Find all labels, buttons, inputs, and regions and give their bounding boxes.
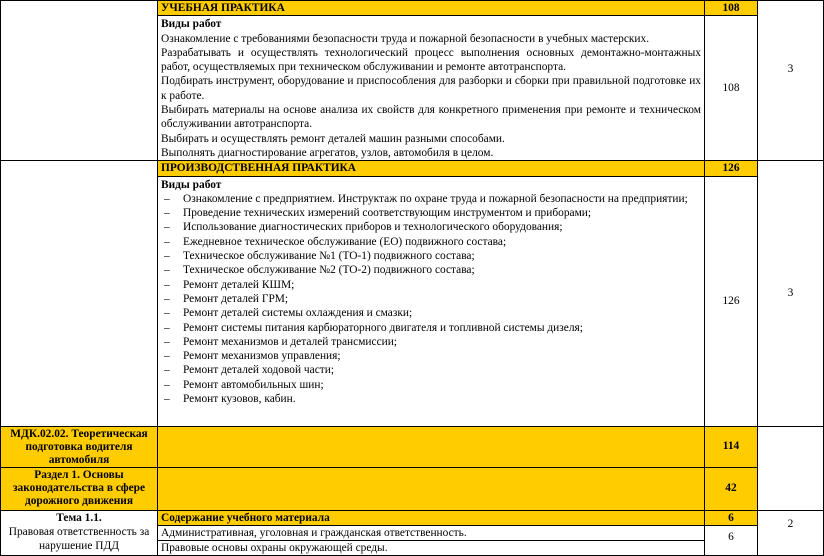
tema-subtitle: Правовая ответственность за нарушение ПДД (8, 525, 150, 553)
mdk-row (1, 426, 824, 467)
proizv-content (158, 176, 705, 426)
tema-header-row (1, 510, 824, 525)
mdk-empty-cell (158, 426, 705, 467)
uchebnaya-paragraph: Ознакомление с требованиями безопасности труда и пожарной безопасности в учебных мастерских. (161, 32, 650, 45)
tema-content-header: Содержание учебного материала (158, 510, 705, 525)
proizv-level: 3 (758, 161, 824, 426)
razdel-row (1, 467, 824, 510)
proizv-header-row (1, 161, 824, 176)
razdel-empty-cell (158, 467, 705, 510)
proizv-list-item: – Использование диагностических приборов и технологического оборудования; (161, 220, 701, 234)
tema-content-hours: 6 (705, 510, 758, 525)
proizv-list-item: – Ознакомление с предприятием. Инструктаж по охране труда и пожарной безопасности на предприятии; (161, 192, 701, 206)
uchebnaya-paragraph: Выбирать материалы на основе анализа их свойств для конкретного применения при ремонте и техническом обслуживании автотранспорта. (161, 104, 701, 131)
proizv-list-item: – Ремонт деталей ГРМ; (161, 292, 701, 306)
proizv-list-item: – Ремонт механизмов и деталей трансмиссии; (161, 335, 701, 349)
proizv-list-item: – Ремонт деталей ходовой части; (161, 363, 701, 377)
uchebnaya-hours: 108 (705, 16, 758, 161)
tema-item: Административная, уголовная и гражданская ответственность. (158, 525, 705, 540)
proizv-title: ПРОИЗВОДСТВЕННАЯ ПРАКТИКА (158, 161, 705, 176)
proizv-list-item: – Ремонт системы питания карбюраторного двигателя и топливной системы дизеля; (161, 321, 701, 335)
uchebnaya-header-row (1, 1, 824, 16)
uchebnaya-paragraph: Подбирать инструмент, оборудование и приспособления для разборки и сборки при правильной подготовке их к работе. (161, 75, 701, 102)
proizv-list-item: – Ремонт деталей системы охлаждения и смазки; (161, 306, 701, 320)
empty-level-cell (758, 426, 824, 510)
uchebnaya-paragraph: Выбирать и осуществлять ремонт деталей машин разными способами. (161, 132, 505, 145)
tema-item: Правовые основы охраны окружающей среды. (158, 541, 705, 556)
uchebnaya-paragraph: Разрабатывать и осуществлять технологический процесс выполнения основных демонтажно-монтажных работ, осуществляемых при техническом обслуживании и ремонте автотранспорта. (161, 46, 701, 74)
razdel-title: Раздел 1. Основы законодательства в сфере дорожного движения (1, 467, 158, 510)
proizv-list-item: – Техническое обслуживание №1 (ТО-1) подвижного состава; (161, 249, 701, 263)
proizv-header-hours: 126 (705, 161, 758, 176)
tema-cell (1, 510, 158, 556)
tema-title: Тема 1.1. (56, 511, 102, 524)
mdk-hours: 114 (705, 426, 758, 467)
proizv-hours: 126 (705, 176, 758, 426)
proizv-list-item: – Ремонт деталей КШМ; (161, 278, 701, 292)
uchebnaya-content (158, 16, 705, 161)
proizv-list-item: – Техническое обслуживание №2 (ТО-2) подвижного состава; (161, 263, 701, 277)
uchebnaya-paragraph: Выполнять диагностирование агрегатов, узлов, автомобиля в целом. (161, 146, 494, 159)
tema-level: 2 (758, 510, 824, 556)
tema-hours: 6 (705, 525, 758, 556)
uchebnaya-title: УЧЕБНАЯ ПРАКТИКА (158, 1, 705, 16)
proizv-list-item: – Проведение технических измерений соответствующим инструментом и приборами; (161, 206, 701, 220)
proizv-list-item: – Ремонт кузовов, кабин. (161, 392, 701, 406)
proizv-list-item: – Ремонт механизмов управления; (161, 349, 701, 363)
mdk-title: МДК.02.02. Теоретическая подготовка водителя автомобиля (1, 426, 158, 467)
proizv-list-item: – Ремонт автомобильных шин; (161, 378, 701, 392)
uchebnaya-level: 3 (758, 1, 824, 161)
proizv-list-item: – Ежедневное техническое обслуживание (ЕО) подвижного состава; (161, 235, 701, 249)
uchebnaya-label: Виды работ (161, 18, 222, 31)
empty-theme-cell (1, 1, 158, 161)
empty-theme-cell (1, 161, 158, 426)
uchebnaya-header-hours: 108 (705, 1, 758, 16)
proizv-label: Виды работ (161, 178, 222, 191)
razdel-hours: 42 (705, 467, 758, 510)
